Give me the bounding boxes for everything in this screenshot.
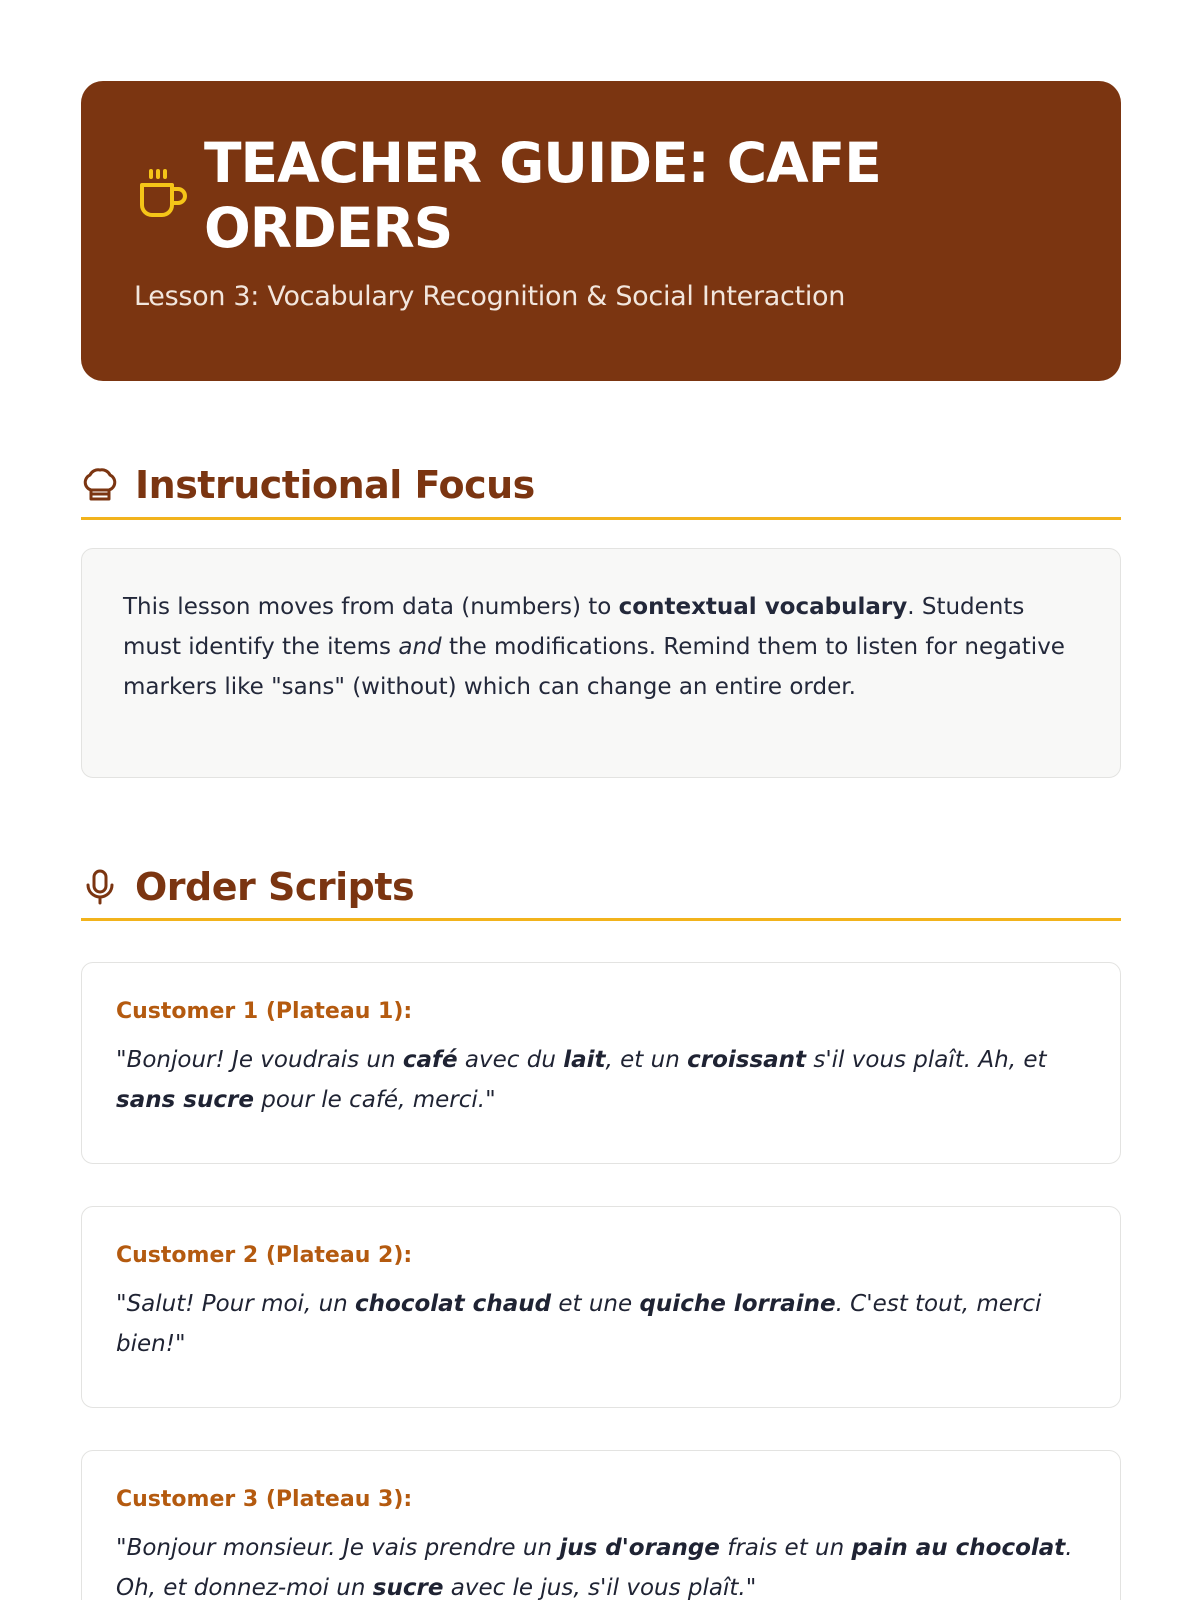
focus-text-italic: and <box>398 634 442 660</box>
script-text: pour le café, merci." <box>253 1087 496 1113</box>
script-keyword: croissant <box>687 1047 807 1073</box>
script-keyword: jus d'orange <box>559 1535 720 1561</box>
page-subtitle: Lesson 3: Vocabulary Recognition & Social Interaction <box>134 281 846 312</box>
customer-label: Customer 2 (Plateau 2): <box>116 1243 413 1268</box>
header-banner <box>81 81 1121 381</box>
script-list <box>81 962 1121 1600</box>
script-card <box>81 1206 1121 1408</box>
script-keyword: sucre <box>372 1575 444 1600</box>
customer-script <box>116 1528 1086 1600</box>
script-text: avec du <box>457 1047 564 1073</box>
instructional-focus-title: Instructional Focus <box>135 463 535 507</box>
script-text: "Salut! Pour moi, un <box>116 1291 356 1317</box>
script-keyword: lait <box>563 1047 606 1073</box>
script-text: . Oh, et donnez-moi un <box>116 1535 1073 1600</box>
script-text: s'il vous plaît. Ah, et <box>806 1047 1047 1073</box>
script-text: . C'est tout, merci bien!" <box>116 1291 1042 1357</box>
focus-text-bold: contextual vocabulary <box>618 594 908 620</box>
instructional-focus-header <box>81 453 1121 520</box>
focus-text-part-2: . Students must identify the items <box>123 594 1025 660</box>
script-text: avec le jus, s'il vous plaît." <box>443 1575 757 1600</box>
coffee-cup-icon <box>134 165 194 225</box>
page-title: TEACHER GUIDE: CAFE ORDERS <box>204 131 881 260</box>
focus-text-part-1: This lesson moves from data (numbers) to <box>123 594 619 620</box>
microphone-icon <box>81 868 119 906</box>
chef-hat-icon <box>81 466 119 504</box>
header-title-row <box>134 131 1069 261</box>
order-scripts-header <box>81 856 1121 921</box>
customer-label: Customer 3 (Plateau 3): <box>116 1487 413 1512</box>
script-keyword: café <box>402 1047 458 1073</box>
teacher-guide-page <box>81 81 1121 1600</box>
instructional-focus-card <box>81 548 1121 778</box>
order-scripts-title: Order Scripts <box>135 865 415 909</box>
script-text: "Bonjour! Je voudrais un <box>116 1047 403 1073</box>
script-text: frais et un <box>719 1535 852 1561</box>
script-card <box>81 1450 1121 1600</box>
script-keyword: sans sucre <box>116 1087 254 1113</box>
script-text: et une <box>551 1291 640 1317</box>
focus-text-part-3: the modifications. Remind them to listen for negative markers like "sans" (without) which can change an entire order. <box>123 634 1065 700</box>
script-text: "Bonjour monsieur. Je vais prendre un <box>116 1535 560 1561</box>
customer-script <box>116 1284 1086 1364</box>
script-text: , et un <box>605 1047 688 1073</box>
script-keyword: chocolat chaud <box>355 1291 552 1317</box>
script-keyword: pain au chocolat <box>851 1535 1066 1561</box>
customer-script <box>116 1040 1086 1120</box>
customer-label: Customer 1 (Plateau 1): <box>116 999 413 1024</box>
script-keyword: quiche lorraine <box>639 1291 836 1317</box>
script-card <box>81 962 1121 1164</box>
